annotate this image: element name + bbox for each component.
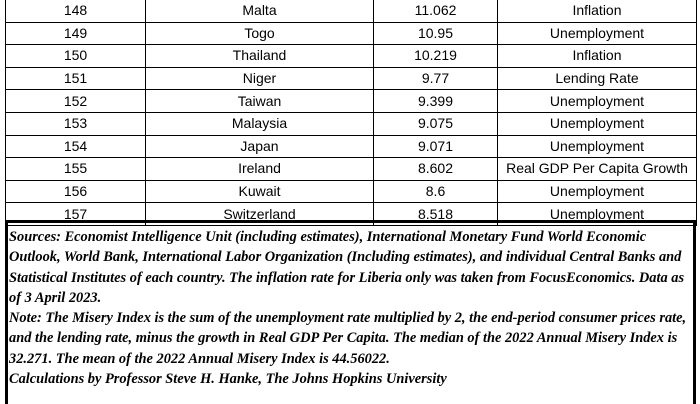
country-cell: Japan	[146, 135, 374, 158]
country-cell: Malta	[146, 0, 374, 22]
score-cell: 9.075	[374, 112, 498, 135]
rank-cell: 155	[6, 158, 146, 181]
rank-cell: 148	[6, 0, 146, 22]
rank-cell: 149	[6, 22, 146, 45]
sources-note: Sources: Economist Intelligence Unit (including estimates), International Monetary Fund World Economic Outlook, World Bank, International Labor Organization (Including estimates), and individual Central Banks and Statistical Institutes of each country. The inflation rate for Liberia only was taken from FocusEconomics. Data as of 3 April 2023.	[9, 229, 685, 306]
country-cell: Taiwan	[146, 90, 374, 113]
table-row	[6, 135, 697, 158]
table-row	[6, 158, 697, 181]
factor-cell: Inflation	[498, 45, 697, 68]
factor-cell: Unemployment	[498, 135, 697, 158]
score-cell: 9.071	[374, 135, 498, 158]
table-row	[6, 90, 697, 113]
rank-cell: 151	[6, 67, 146, 90]
misery-index-table	[5, 0, 697, 226]
factor-cell: Inflation	[498, 0, 697, 22]
country-cell: Malaysia	[146, 112, 374, 135]
table-row	[6, 0, 697, 22]
factor-cell: Lending Rate	[498, 67, 697, 90]
notes-box	[5, 220, 696, 404]
table-row	[6, 67, 697, 90]
credit-note: Calculations by Professor Steve H. Hanke, The Johns Hopkins University	[9, 371, 447, 388]
methodology-note: Note: The Misery Index is the sum of the unemployment rate multiplied by 2, the end-period consumer prices rate, and the lending rate, minus the growth in Real GDP Per Capita. The median of the 2022 Annual Misery Index is 32.271. The mean of the 2022 Annual Misery Index is 44.56022.	[9, 310, 687, 367]
country-cell: Kuwait	[146, 180, 374, 203]
score-cell: 9.77	[374, 67, 498, 90]
factor-cell: Unemployment	[498, 112, 697, 135]
table-row	[6, 45, 697, 68]
score-cell: 10.95	[374, 22, 498, 45]
score-cell: 9.399	[374, 90, 498, 113]
score-cell: 8.518	[374, 203, 498, 226]
rank-cell: 157	[6, 203, 146, 226]
table-row	[6, 22, 697, 45]
country-cell: Switzerland	[146, 203, 374, 226]
factor-cell: Unemployment	[498, 180, 697, 203]
score-cell: 8.602	[374, 158, 498, 181]
score-cell: 8.6	[374, 180, 498, 203]
factor-cell: Unemployment	[498, 90, 697, 113]
country-cell: Thailand	[146, 45, 374, 68]
factor-cell: Real GDP Per Capita Growth	[498, 158, 697, 181]
score-cell: 11.062	[374, 0, 498, 22]
rank-cell: 150	[6, 45, 146, 68]
table-row	[6, 112, 697, 135]
rank-cell: 153	[6, 112, 146, 135]
rank-cell: 154	[6, 135, 146, 158]
rank-cell: 152	[6, 90, 146, 113]
rank-cell: 156	[6, 180, 146, 203]
factor-cell: Unemployment	[498, 22, 697, 45]
country-cell: Ireland	[146, 158, 374, 181]
factor-cell: Unemployment	[498, 203, 697, 226]
country-cell: Niger	[146, 67, 374, 90]
country-cell: Togo	[146, 22, 374, 45]
table-row	[6, 180, 697, 203]
score-cell: 10.219	[374, 45, 498, 68]
